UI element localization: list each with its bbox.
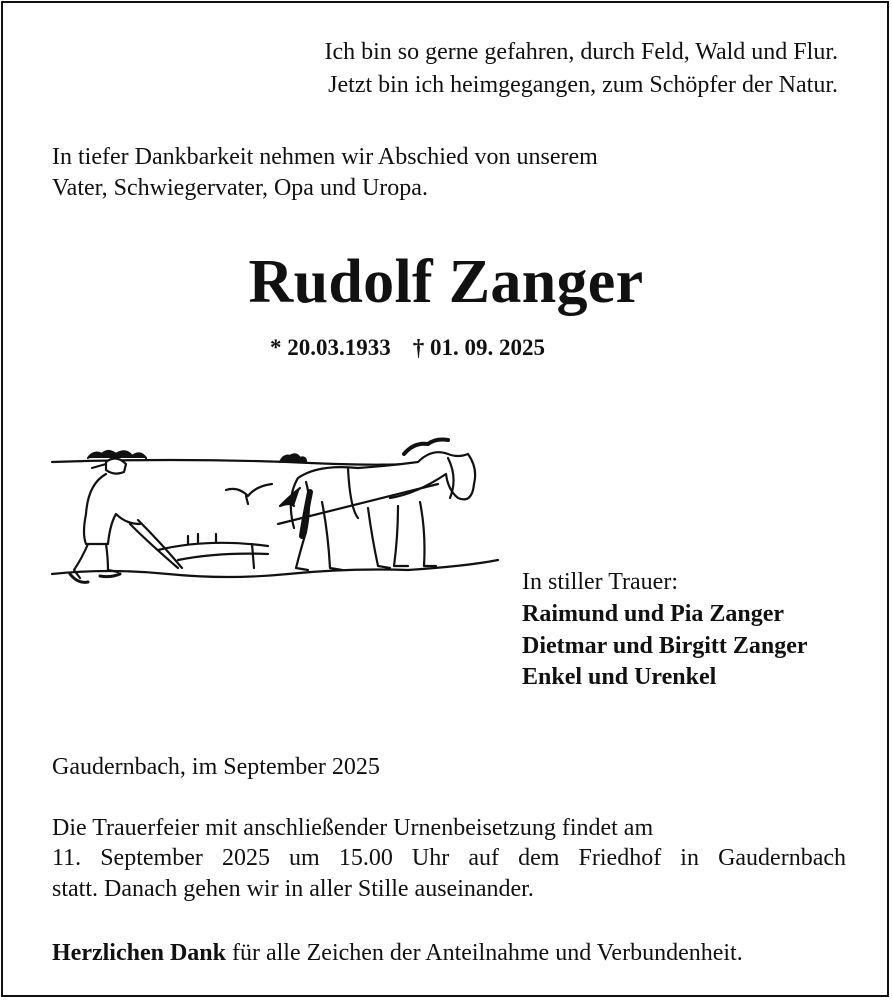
ceremony-line-1: Die Trauerfeier mit anschließender Urnenbeisetzung findet am bbox=[52, 815, 654, 841]
poem-line-2: Jetzt bin ich heimgegangen, zum Schöpfer der Natur. bbox=[328, 72, 838, 98]
mourner-2: Dietmar und Birgitt Zanger bbox=[522, 633, 808, 659]
birth-date: * 20.03.1933 bbox=[270, 335, 391, 360]
mourner-1: Raimund und Pia Zanger bbox=[522, 601, 785, 627]
ceremony-line-2: 11. September 2025 um 15.00 Uhr auf dem Friedhof in Gaudernbach bbox=[52, 845, 846, 871]
ploughing-illustration bbox=[48, 428, 500, 594]
life-dates bbox=[270, 333, 567, 363]
death-date: † 01. 09. 2025 bbox=[412, 335, 545, 360]
place-date: Gaudernbach, im September 2025 bbox=[52, 754, 380, 780]
thanks-rest: für alle Zeichen der Anteilnahme und Verbundenheit. bbox=[226, 940, 743, 966]
mourner-3: Enkel und Urenkel bbox=[522, 664, 717, 690]
thanks-bold: Herzlichen Dank bbox=[52, 940, 226, 966]
mourners-heading: In stiller Trauer: bbox=[522, 569, 678, 595]
intro-line-2: Vater, Schwiegervater, Opa und Uropa. bbox=[52, 175, 428, 201]
ceremony-line-3: statt. Danach gehen wir in aller Stille auseinander. bbox=[52, 876, 534, 902]
deceased-name: Rudolf Zanger bbox=[248, 248, 644, 316]
intro-line-1: In tiefer Dankbarkeit nehmen wir Abschied von unserem bbox=[52, 144, 598, 170]
poem-line-1: Ich bin so gerne gefahren, durch Feld, Wald und Flur. bbox=[324, 39, 838, 65]
thanks-line bbox=[52, 938, 743, 968]
